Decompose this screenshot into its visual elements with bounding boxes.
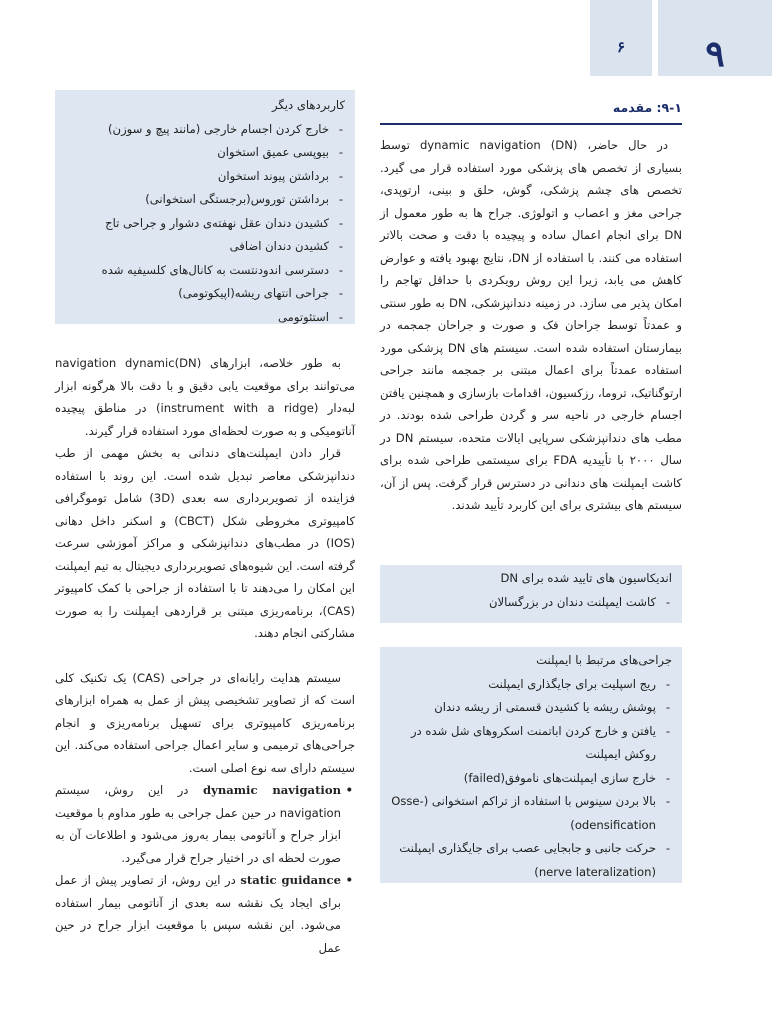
indications-list [388,591,672,615]
dynamic-navigation-text: در این روش، سیستم navigation در حین عمل جراحی به طور مداوم با موقعیت ابزار جراح و آناتومی بیمار به‌روز می‌شود و اطلاعات آن به صورت لحظه ای در اختیار جراح قرار می‌گیرد. [55,783,341,865]
left-text-column [55,352,355,959]
implant-paragraph: قرار دادن ایمپلنت‌های دندانی به بخش مهمی از طب دندانپزشکی معاصر تبدیل شده است. این روند با استفاده فزاینده از تصویربرداری سه بعدی (3D) شامل توموگرافی کامپیوتری مخروطی شکل (CBCT) و اسکنر داخل دهانی (IOS) در مطب‌های دندانپزشکی و مراکز آموزشی سرعت گرفته است. این شیوه‌های تصویربرداری دیجیتال به تیم ایمپلنت این امکان را می‌دهند تا با استفاده از جراحی با کمک کامپیوتر (CAS)، برنامه‌ریزی مبتنی بر قراردهی ایمپلنت را به صورت مشارکتی انجام دهند. [55,446,355,640]
implant-surgeries-title: جراحی‌های مرتبط با ایمپلنت [536,653,672,667]
list-item: - برداشتن توروس(برجستگی استخوانی) [63,188,345,212]
implant-surgeries-box [380,647,682,883]
cas-paragraph: سیستم هدایت رایانه‌ای در جراحی (CAS) یک تکنیک کلی است که از تصاویر تشخیصی پیش از عمل به همراه ابزارهای برنامه‌ریزی کامپیوتری برای تسهیل برنامه‌ریزی و انجام جراحی‌های ترمیمی و سایر اعمال جراحی استفاده می‌کند. این سیستم دارای سه نوع اصلی است. [55,670,355,775]
chapter-number: ۹ [705,33,725,75]
list-item: - پوشش ریشه یا کشیدن قسمتی از ریشه دندان [388,696,672,720]
list-item: - ریج اسپلیت برای جایگذاری ایمپلنت [388,673,672,697]
list-item: - حرکت جانبی و جابجایی عصب برای جایگذاری ایمپلنت (nerve lateralization) [388,837,672,884]
list-item: - جراحی انتهای ریشه(اپیکوتومی) [63,282,345,306]
list-item: - برداشتن پیوند استخوان [63,165,345,189]
list-item: - کشیدن دندان اضافی [63,235,345,259]
other-uses-title: کاربردهای دیگر [271,98,345,112]
indications-box [380,565,682,623]
implant-surgeries-list [388,673,672,885]
list-item: - خارج کردن اجسام خارجی (مانند پیچ و سوزن) [63,118,345,142]
list-item: - خارج سازی ایمپلنت‌های ناموفق(failed) [388,767,672,791]
other-uses-box [55,90,355,324]
cas-types-list [55,779,355,959]
list-item: - کاشت ایمپلنت دندان در بزرگسالان [388,591,672,615]
list-item: - استئوتومی [63,306,345,330]
list-item [55,779,355,869]
indications-title: اندیکاسیون های تایید شده برای DN [500,571,672,585]
list-item: - دسترسی اندودنتست به کانال‌های کلسیفیه شده [63,259,345,283]
list-item: - کشیدن دندان عقل نهفته‌ی دشوار و جراحی تاج [63,212,345,236]
intro-column [380,134,682,517]
list-item: - بالا بردن سینوس با استفاده از تراکم استخوانی (Osse-odensification) [388,790,672,837]
dynamic-navigation-term: dynamic navigation [202,783,341,797]
intro-paragraph: در حال حاضر، dynamic navigation (DN) توسط بسیاری از تخصص های پزشکی مورد استفاده قرار می گیرد. تخصص های چشم پزشکی، گوش، حلق و بینی، ارتوپدی، جراحی مغز و اعصاب و اتولوژی. جراح ها به طور معمول از DN برای انجام اعمال ساده و پیچیده با دقت و صحت بالاتر استفاده می کنند. با استفاده از DN، نتایج بهبود یافته و عوارض کاهش می یابد، زیرا این روش رویکردی با حداقل تهاجم را امکان پذیر می سازد. در زمینه دندانپزشکی، DN به طور سنتی و عمدتاً توسط جراحان فک و صورت و جراحان جمجمه در بیمارستان استفاده شده است. سیستم های DN پزشکی مورد استفاده عمدتاً برای اعمال مبتنی بر جمجمه مانند جراحی ارتوگناتیک، تروما، رزکسیون، اقدامات بازسازی و همچنین یافتن اجسام خارجی در ناحیه سر و گردن طراحی شده بودند. در مطب های دندانپزشکی سرپایی ایالات متحده، سیستم DN در سال ۲۰۰۰ با تأییدیه FDA برای سیستمی طراحی شده برای کاشت ایمپلنت های دندانی در دسترس قرار گرفت. پس از آن، سیستم های بیشتری برای این کاربرد تأیید شدند. [380,138,683,512]
list-item: - یافتن و خارج کردن اباتمنت اسکروهای شل شده در روکش ایمپلنت [388,720,672,767]
other-uses-list [63,118,345,330]
static-guidance-term: static guidance [240,873,341,887]
page-number: ۶ [616,38,626,56]
list-item [55,869,355,959]
static-guidance-text: در این روش، از تصاویر پیش از عمل برای ایجاد یک نقشه سه بعدی از آناتومی بیمار استفاده می‌شود. این نقشه سپس با موقعیت ابزار جراح در حین عمل [55,873,341,955]
section-title: ۹-۱: مقدمه [380,97,682,125]
paragraph-gap [55,645,355,667]
summary-paragraph: به طور خلاصه، ابزارهای navigation dynamic(DN) می‌توانند برای موقعیت یابی دقیق و با دقت بالا هرگونه ابزار لبه‌دار (instrument with a ridge) در مناطق پیچیده آناتومیکی و به صورت لحظه‌ای مورد استفاده قرار گیرند. [55,356,355,438]
list-item: - بیوپسی عمیق استخوان [63,141,345,165]
